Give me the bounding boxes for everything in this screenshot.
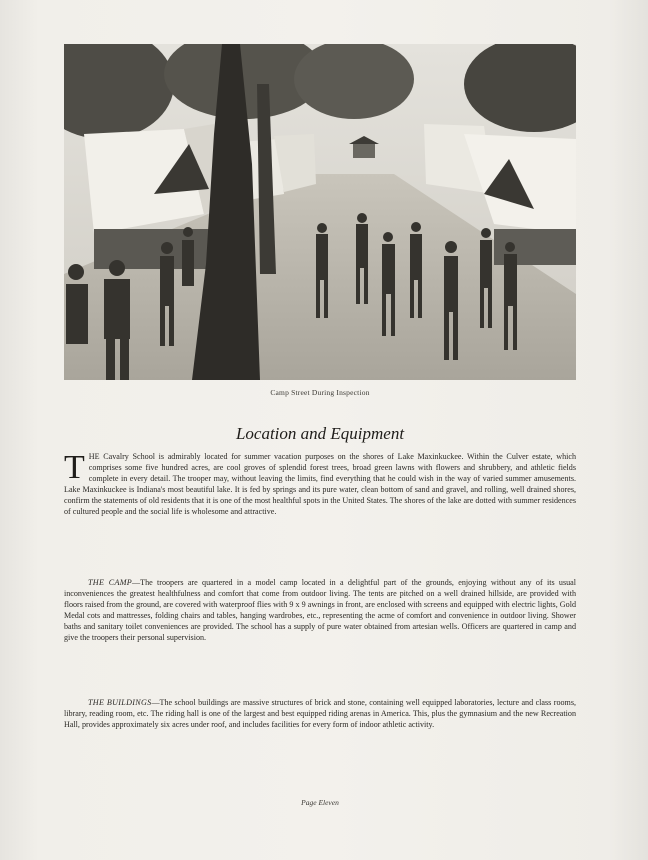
camp-paragraph xyxy=(64,578,576,643)
camp-street-photo xyxy=(64,44,576,380)
camp-text: —The troopers are quartered in a model camp located in a delightful part of the grounds, enjoying without any of its usual inconveniences the greatest healthfulness and comfort that come from outdoor living. The tents are pitched on a well drained hillside, are provided with floors raised from the ground, are covered with waterproof flies with 9 x 9 awnings in front, are enclosed with screens and equipped with electric lights, Gold Medal cots and mattresses, folding chairs and tables, hanging wardrobes, etc., representing the acme of comfort and convenience in outdoor living. Shower baths and sanitary toilet conveniences are provided. The school has a supply of pure water obtained from artesian wells. Officers are quartered in camp and give the troopers their personal supervision. xyxy=(64,578,576,642)
photo-caption: Camp Street During Inspection xyxy=(270,388,370,397)
camp-heading: THE CAMP xyxy=(88,578,133,587)
section-title: Location and Equipment xyxy=(235,424,405,443)
buildings-text: —The school buildings are massive structures of brick and stone, containing well equipped laboratories, lecture and class rooms, library, reading room, etc. The riding hall is one of the largest and best equipped riding arenas in America. This, plus the gymnasium and the new Recreation Hall, provides approximately six acres under roof, and includes facilities for every form of indoor athletic activity. xyxy=(64,698,577,729)
intro-text: HE Cavalry School is admirably located for summer vacation purposes on the shores of Lake Maxinkuckee. Within the Culver estate, which comprises some five hundred acres, are cool groves of splendid forest trees, broad green lawns with flowers and shrubbery, and athletic fields complete in every detail. The trooper may, without leaving the limits, find everything that he could wish in the way of varied summer amusements. Lake Maxinkuckee is Indiana's most beautiful lake. It is fed by springs and its pure water, clean bottom of sand and gravel, and rolling, well drained shores, confirm the statements of old residents that it is one of the most healthful spots in the United States. The shores of the lake are dotted with summer residences of cultured people and the social life is wholesome and attractive. xyxy=(64,452,576,516)
page-number: Page Eleven xyxy=(301,798,339,807)
intro-paragraph xyxy=(64,449,576,517)
buildings-paragraph xyxy=(64,698,576,731)
drop-cap: T xyxy=(64,449,85,486)
buildings-heading: THE BUILDINGS xyxy=(88,698,152,707)
